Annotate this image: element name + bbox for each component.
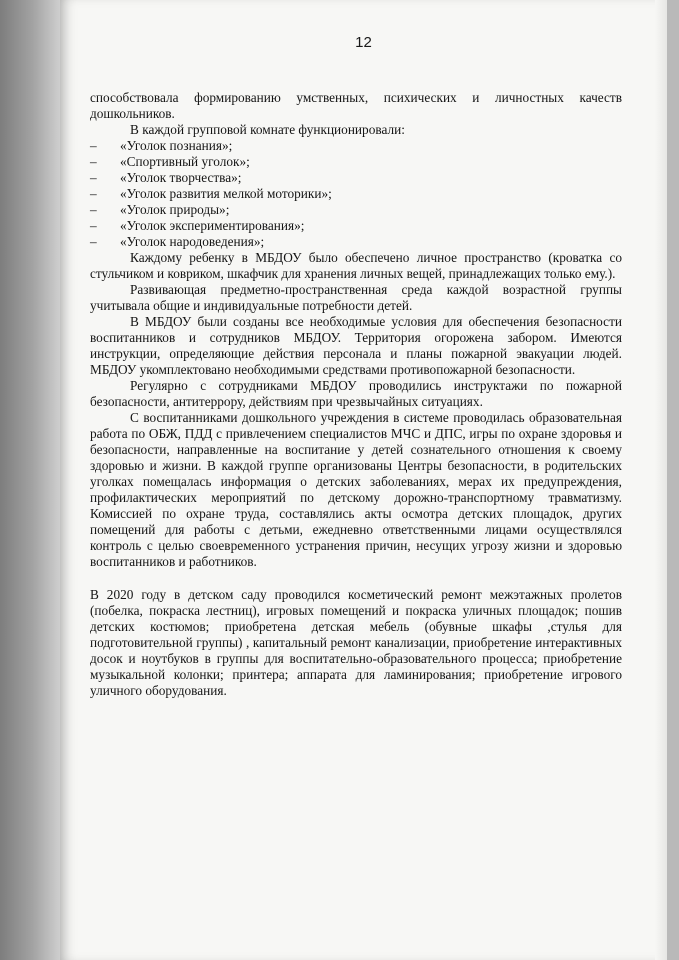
page-number: 12 [355,34,372,51]
list-item-text: «Уголок познания»; [120,138,233,153]
list-dash: – [90,138,97,153]
list-item [90,170,622,186]
list-item-text: «Уголок развития мелкой моторики»; [120,186,332,201]
list-item [90,218,622,234]
list-dash: – [90,234,97,249]
list-dash: – [90,186,97,201]
intro-paragraph: способствовала формированию умственных, психических и личностных качеств дошкольников. [90,90,622,121]
personal-space-paragraph: Каждому ребенку в МБДОУ было обеспечено личное пространство (кроватка со стульчиком и ковриком, шкафчик для хранения личных вещей, принадлежащих только ему.). [90,250,622,281]
safety-education-paragraph: С воспитанниками дошкольного учреждения в системе проводилась образовательная работа по ОБЖ, ПДД с привлечением специалистов МЧС и ДПС, игры по охране здоровья и безопасности, направленные на воспитание у детей сознательного отношения к своему здоровью и жизни. В каждой группе организованы Центры безопасности, в родительских уголках помещалась информация о детских заболеваниях, мерах их предупреждения, профилактических мероприятий по детскому дорожно-транспортному травматизму. Комиссией по охране труда, составлялись акты осмотра детских площадок, других помещений для работы с детьми, ежедневно ответственными лицами осуществлялся контроль с целью своевременного устранения причин, несущих угрозу жизни и здоровью воспитанников и работников. [90,410,622,569]
list-item-text: «Уголок народоведения»; [120,234,265,249]
paragraph-gap [90,570,622,587]
binding-edge [0,0,60,960]
list-item [90,186,622,202]
list-dash: – [90,154,97,169]
safety-conditions-paragraph: В МБДОУ были созданы все необходимые условия для обеспечения безопасности воспитанников и сотрудников МБДОУ. Территория огорожена забором. Имеются инструкции, определяющие действия персонала и планы пожарной эвакуации людей. МБДОУ укомплектовано необходимыми средствами противопожарной безопасности. [90,314,622,377]
list-item-text: «Уголок творчества»; [120,170,242,185]
list-item [90,138,622,154]
page-edge [655,0,667,960]
document-page [60,0,667,960]
list-dash: – [90,218,97,233]
list-item-text: «Уголок природы»; [120,202,230,217]
corners-list [90,138,622,250]
environment-paragraph: Развивающая предметно-пространственная среда каждой возрастной группы учитывала общие и индивидуальные потребности детей. [90,282,622,313]
list-item [90,202,622,218]
repair-paragraph: В 2020 году в детском саду проводился косметический ремонт межэтажных пролетов (побелка, покраска лестниц), игровых помещений и покраска уличных площадок; пошив детских костюмов; приобретена детская мебель (обувные шкафы ,стулья для подготовительной группы) , капитальный ремонт канализации, приобретение интерактивных досок и ноутбуков в группы для воспитательно-образовательного процесса; приобретение музыкальной колонки; принтера; аппарата для ламинирования; приобретение игрового уличного оборудования. [90,587,622,698]
list-item-text: «Спортивный уголок»; [120,154,250,169]
list-dash: – [90,202,97,217]
list-item [90,234,622,250]
list-item [90,154,622,170]
groups-heading: В каждой групповой комнате функционировали: [130,122,405,137]
list-dash: – [90,170,97,185]
instructions-paragraph: Регулярно с сотрудниками МБДОУ проводились инструктажи по пожарной безопасности, антитеррору, действиям при чрезвычайных ситуациях. [90,378,622,409]
list-item-text: «Уголок экспериментирования»; [120,218,305,233]
document-body [90,90,622,699]
